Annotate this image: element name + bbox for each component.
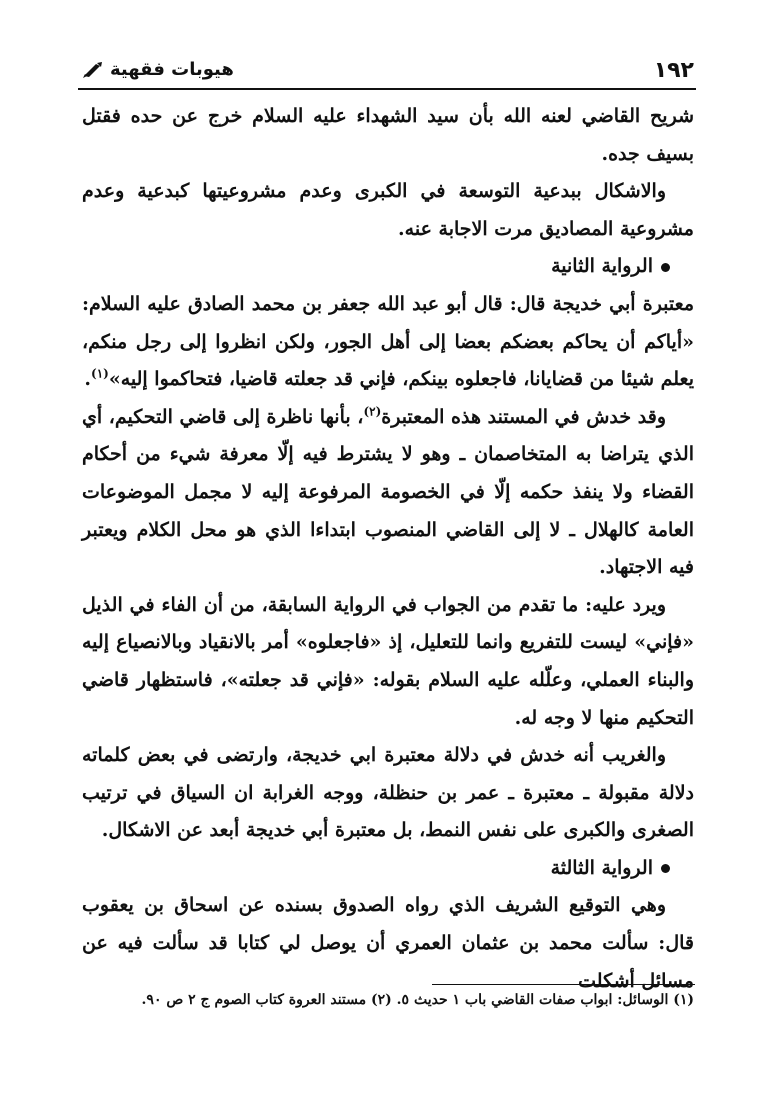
footnotes: (١) الوسائل: ابواب صفات القاضي باب ١ حديث ٥. (٢) مستند العروة كتاب الصوم ج ٢ ص ٩٠.: [141, 992, 694, 1008]
footnote-divider: [432, 984, 695, 985]
section-heading-3-text: الرواية الثالثة: [550, 856, 653, 879]
paragraph-1: شريح القاضي لعنه الله بأن سيد الشهداء عليه السلام خرج عن حده فقتل بسيف جده.: [82, 105, 694, 165]
paragraph-3: معتبرة أبي خديجة قال: قال أبو عبد الله جعفر بن محمد الصادق عليه السلام: «أياكم أن يحاكم بعضكم بعضا إلى أهل الجور، ولكن انظروا إلى رجل منكم، يعلم شيئا من قضايانا، فاجعلوه بينكم، فإني قد جعلته قاضيا، فتحاكموا إليه»$^{(١)}$.: [82, 292, 694, 391]
paragraph-5: ويرد عليه: ما تقدم من الجواب في الرواية السابقة، من أن الفاء في الذيل «فإني» ليست للتفريع وانما للتعليل، إذ «فاجعلوه» أمر بالانقياد وبالانصياع إليه والبناء العملي، وعلّله عليه السلام بقوله: «فإني قد جعلته»، فاستظهار قاضي التحكيم منها لا وجه له.: [82, 593, 694, 729]
running-title: هيوبات فقهية: [110, 59, 234, 80]
paragraph-4-rest: ، بأنها ناظرة إلى قاضي التحكيم، أي الذي يتراضا به المتخاصمان ـ وهو لا يشترط فيه إلّا معرفة شيء من أحكام القضاء ولا ينفذ حكمه إلّا في الخصومة المرفوعة إليه لا مجمل الموضوعات العامة كالهلال ـ لا إلى القاضي المنصوب ابتداءا الذي هو محل الكلام ويعتبر فيه الاجتهاد.: [82, 405, 694, 579]
paragraph-2: والاشكال ببدعية التوسعة في الكبرى وعدم مشروعيتها كبدعية وعدم مشروعية المصاديق مرت الاجابة عنه.: [82, 180, 694, 240]
page-number: ١٩٢: [653, 58, 694, 83]
footnote-ref-1: (١): [91, 366, 109, 381]
running-title-group: [82, 59, 234, 80]
paragraph-3-text: معتبرة أبي خديجة قال: قال أبو عبد الله جعفر بن محمد الصادق عليه السلام: «أياكم أن يحاكم بعضكم بعضا إلى أهل الجور، ولكن انظروا إلى رجل منكم، يعلم شيئا من قضايانا، فاجعلوه بينكم، فإني قد جعلته قاضيا، فتحاكموا إليه»: [82, 292, 694, 391]
bullet-icon: [661, 263, 670, 272]
paragraph-4: [82, 399, 694, 587]
section-heading-2-text: الرواية الثانية: [551, 255, 653, 278]
section-heading-2: [82, 248, 694, 286]
pen-icon: [82, 61, 104, 79]
paragraph-6: والغريب أنه خدش في دلالة معتبرة ابي خديجة، وارتضى في بعض كلماته دلالة مقبولة ـ معتبرة ـ عمر بن حنظلة، ووجه الغرابة ان السياق في ترتيب الصغرى والكبرى على نفس النمط، بل معتبرة أبي خديجة أبعد عن الاشكال.: [82, 744, 694, 842]
main-text: [82, 98, 694, 1000]
section-heading-3: [82, 850, 694, 888]
paragraph-4-start: وقد خدش في المستند هذه المعتبرة: [381, 405, 666, 428]
page-header: [78, 54, 696, 90]
footnote-ref-2: (٢): [363, 404, 382, 419]
bullet-icon: [661, 864, 670, 873]
paragraph-7: وهي التوقيع الشريف الذي رواه الصدوق بسنده عن اسحاق بن يعقوب قال: سألت محمد بن عثمان العمري أن يوصل لي كتابا قد سألت فيه عن مسائل أشكلت: [82, 894, 694, 992]
